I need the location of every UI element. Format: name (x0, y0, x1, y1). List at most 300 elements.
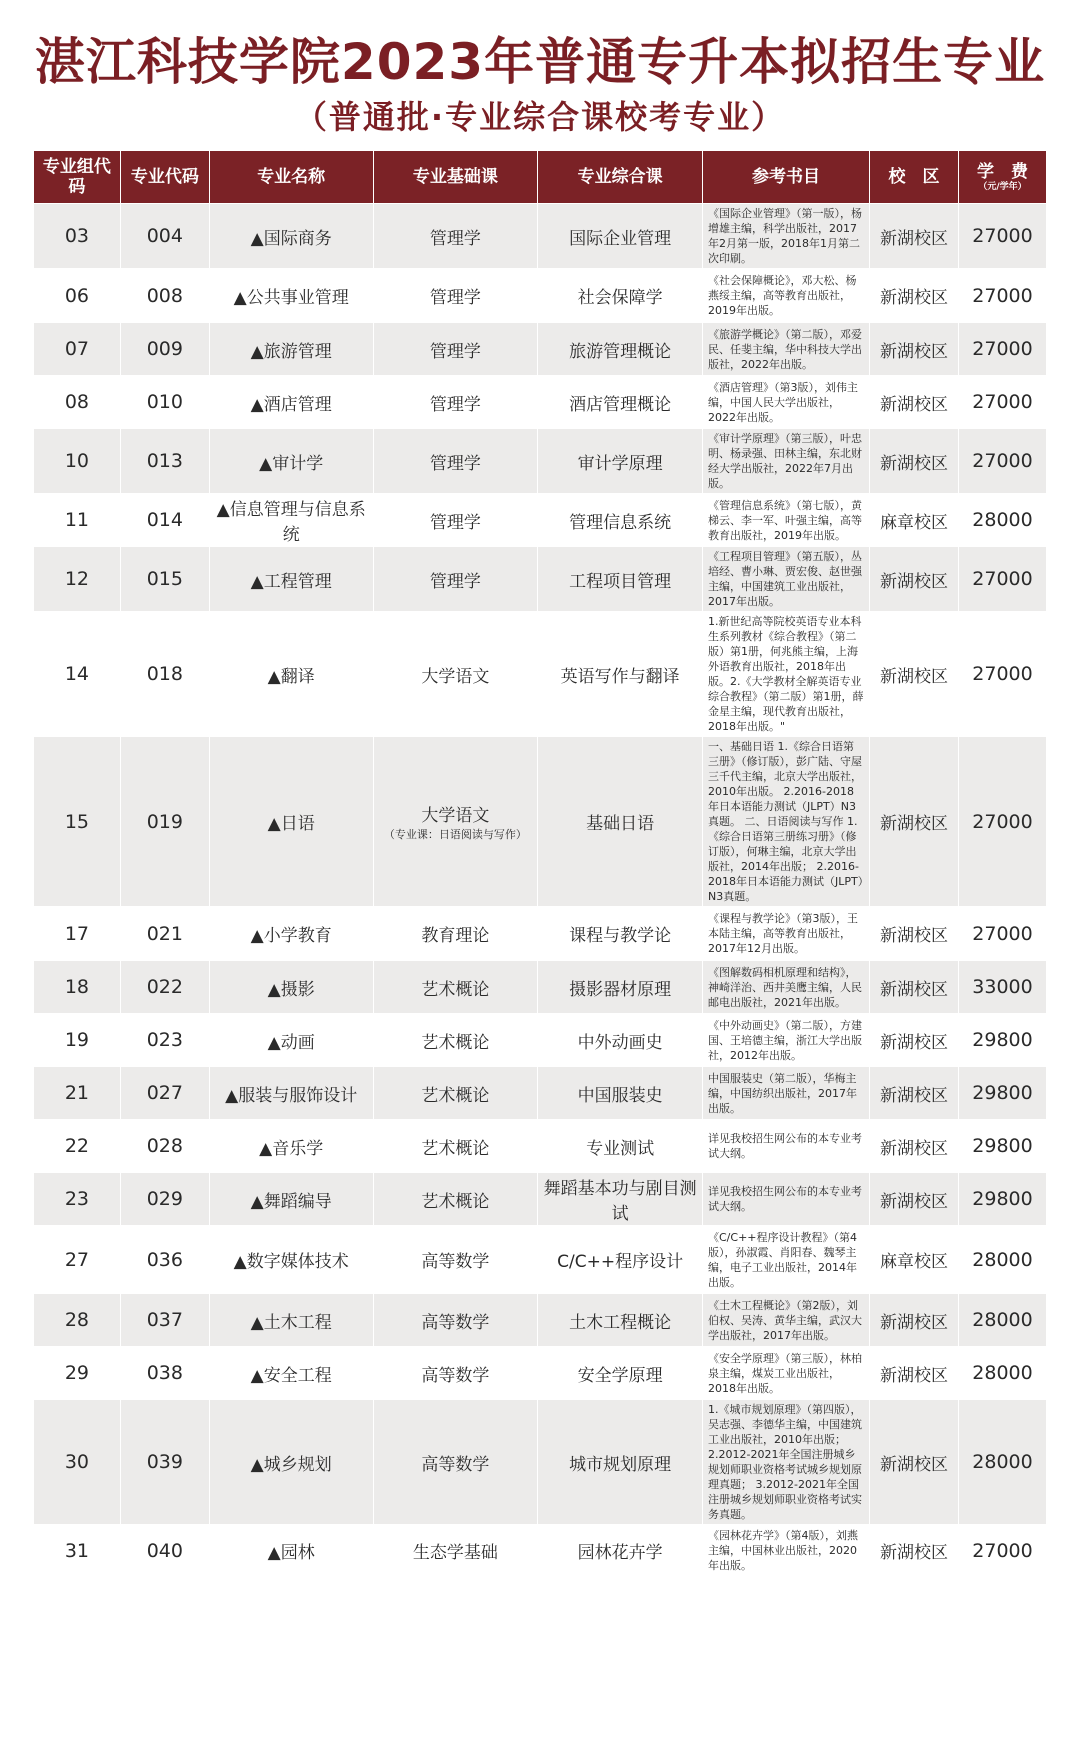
cell-fee-text: 27000 (972, 225, 1033, 247)
cell-comprehensive-course-text: 工程项目管理 (569, 571, 672, 592)
cell-comprehensive-course (538, 1067, 703, 1120)
header-fee-label: 学 费 (977, 161, 1028, 182)
cell-major-name (209, 1120, 373, 1173)
cell-comprehensive-course-text: 中国服装史 (577, 1085, 663, 1106)
cell-group-code-text: 30 (64, 1451, 89, 1473)
header-group-code: 专业组代码 (34, 151, 121, 204)
cell-campus (869, 1173, 958, 1226)
cell-campus-text: 新湖校区 (879, 453, 948, 474)
cell-comprehensive-course-text: 管理信息系统 (569, 512, 672, 533)
cell-base-course (373, 1347, 538, 1400)
cell-major-name (209, 1294, 373, 1347)
cell-major-code (120, 1120, 209, 1173)
cell-fee (959, 1173, 1047, 1226)
cell-comprehensive-course-text: 旅游管理概论 (569, 341, 672, 362)
cell-major-code (120, 429, 209, 494)
header-major-code: 专业代码 (120, 151, 209, 204)
cell-campus-text: 新湖校区 (879, 1138, 948, 1159)
cell-base-course (373, 429, 538, 494)
cell-major-code (120, 907, 209, 961)
cell-major-code (120, 269, 209, 323)
cell-major-code (120, 1294, 209, 1347)
cell-fee (959, 1014, 1047, 1067)
cell-campus-text: 麻章校区 (879, 1252, 948, 1272)
cell-base-course (373, 1120, 538, 1173)
cell-major-code (120, 376, 209, 429)
cell-major-code-text: 015 (146, 568, 183, 590)
cell-group-code-text: 31 (64, 1539, 89, 1562)
cell-fee (959, 961, 1047, 1014)
cell-base-course-text: 管理学 (429, 341, 481, 362)
cell-comprehensive-course (538, 612, 703, 737)
cell-comprehensive-course-text: 安全学原理 (577, 1365, 663, 1386)
cell-major-code (120, 612, 209, 737)
cell-group-code (34, 547, 121, 612)
cell-major-code-text: 022 (146, 976, 183, 998)
table-row (34, 907, 1047, 961)
cell-major-name (209, 269, 373, 323)
cell-reference-books (703, 494, 870, 547)
cell-comprehensive-course (538, 961, 703, 1014)
cell-major-name (209, 1400, 373, 1525)
cell-major-code (120, 1014, 209, 1067)
cell-comprehensive-course (538, 204, 703, 269)
cell-reference-books-text: 详见我校招生网公布的本专业考试大纲。 (708, 1132, 862, 1160)
cell-group-code (34, 961, 121, 1014)
cell-fee (959, 429, 1047, 494)
cell-base-course-text: 艺术概论 (421, 1085, 490, 1106)
cell-reference-books (703, 1120, 870, 1173)
cell-base-course (373, 1067, 538, 1120)
cell-campus-text: 新湖校区 (879, 394, 948, 415)
cell-group-code-text: 28 (64, 1309, 89, 1331)
cell-base-course (373, 1400, 538, 1525)
cell-comprehensive-course (538, 547, 703, 612)
cell-base-course-text: 教育理论 (421, 926, 490, 946)
cell-reference-books (703, 376, 870, 429)
cell-fee (959, 376, 1047, 429)
cell-campus (869, 204, 958, 269)
cell-fee-text: 27000 (972, 922, 1033, 945)
cell-reference-books (703, 1226, 870, 1294)
cell-major-code-text: 004 (146, 225, 183, 247)
cell-base-course (373, 1294, 538, 1347)
cell-major-code-text: 029 (146, 1188, 183, 1210)
cell-reference-books-text: 《旅游学概论》（第二版），邓爱民、任斐主编，华中科技大学出版社，2022年出版。 (708, 327, 862, 371)
cell-reference-books (703, 269, 870, 323)
cell-major-code-text: 008 (146, 284, 183, 307)
header-base-course: 专业基础课 (373, 151, 538, 204)
cell-group-code-text: 15 (64, 810, 89, 833)
cell-base-course-text: 大学语文 (421, 806, 490, 826)
cell-fee-text: 29800 (972, 1135, 1033, 1157)
cell-group-code-text: 08 (64, 391, 89, 413)
cell-group-code-text: 29 (64, 1362, 89, 1384)
cell-base-course (373, 547, 538, 612)
cell-major-name-text: ▲音乐学 (259, 1138, 324, 1159)
cell-base-course-text: 高等数学 (421, 1312, 490, 1333)
cell-fee-text: 27000 (972, 284, 1033, 307)
cell-group-code (34, 1226, 121, 1294)
cell-base-course-text: 艺术概论 (421, 1032, 490, 1053)
header-major-name: 专业名称 (209, 151, 373, 204)
cell-major-code (120, 1525, 209, 1577)
cell-comprehensive-course (538, 1014, 703, 1067)
cell-reference-books (703, 1014, 870, 1067)
cell-campus-text: 新湖校区 (879, 1454, 948, 1475)
cell-group-code-text: 14 (64, 663, 89, 685)
cell-reference-books (703, 1347, 870, 1400)
page-subtitle: （普通批·专业综合课校考专业） (294, 98, 786, 136)
cell-reference-books-text: 《课程与教学论》（第3版），王本陆主编，高等教育出版社，2017年12月出版。 (708, 912, 858, 955)
cell-comprehensive-course-text: 中外动画史 (577, 1032, 663, 1053)
cell-campus-text: 新湖校区 (879, 814, 948, 834)
cell-campus-text: 新湖校区 (879, 228, 948, 249)
cell-campus (869, 1226, 958, 1294)
cell-fee-text: 28000 (972, 1362, 1033, 1384)
cell-fee (959, 907, 1047, 961)
cell-base-course-text: 艺术概论 (421, 1138, 490, 1159)
table-header-row (34, 151, 1047, 204)
header-reference-books: 参考书目 (703, 151, 870, 204)
cell-group-code (34, 1067, 121, 1120)
cell-campus-text: 麻章校区 (879, 512, 948, 533)
cell-major-name (209, 612, 373, 737)
cell-comprehensive-course (538, 1347, 703, 1400)
cell-reference-books-text: 《管理信息系统》（第七版），黄梯云、李一军、叶强主编，高等教育出版社，2019年出版。 (708, 498, 862, 542)
cell-group-code (34, 1347, 121, 1400)
cell-fee (959, 1120, 1047, 1173)
cell-campus (869, 323, 958, 376)
cell-comprehensive-course-text: 专业测试 (586, 1138, 655, 1159)
cell-campus (869, 429, 958, 494)
cell-comprehensive-course (538, 1120, 703, 1173)
cell-reference-books (703, 204, 870, 269)
cell-campus (869, 961, 958, 1014)
cell-fee (959, 494, 1047, 547)
cell-campus (869, 1067, 958, 1120)
table-body (34, 204, 1047, 1577)
cell-fee (959, 547, 1047, 612)
cell-comprehensive-course-text: 酒店管理概论 (569, 394, 672, 415)
cell-base-course-text: 艺术概论 (421, 979, 490, 1000)
cell-fee-text: 29800 (972, 1082, 1033, 1104)
cell-major-name (209, 204, 373, 269)
cell-base-course-text: 管理学 (429, 512, 481, 533)
cell-reference-books-text: 中国服装史（第二版），华梅主编，中国纺织出版社，2017年出版。 (708, 1071, 857, 1115)
cell-campus-text: 新湖校区 (879, 341, 948, 362)
cell-base-course (373, 494, 538, 547)
cell-reference-books (703, 547, 870, 612)
header-comprehensive-course: 专业综合课 (538, 151, 703, 204)
cell-group-code-text: 21 (64, 1082, 89, 1104)
cell-reference-books-text: 《社会保障概论》，邓大松、杨燕绥主编，高等教育出版社，2019年出版。 (708, 274, 857, 317)
cell-major-name-text: ▲服装与服饰设计 (225, 1085, 358, 1106)
cell-group-code (34, 323, 121, 376)
cell-fee (959, 1347, 1047, 1400)
cell-major-code-text: 013 (146, 450, 183, 472)
cell-major-name (209, 961, 373, 1014)
cell-comprehensive-course (538, 1226, 703, 1294)
cell-comprehensive-course (538, 494, 703, 547)
cell-comprehensive-course (538, 1294, 703, 1347)
cell-comprehensive-course-text: 土木工程概论 (569, 1312, 672, 1333)
cell-major-name (209, 494, 373, 547)
cell-comprehensive-course (538, 907, 703, 961)
cell-major-code (120, 1347, 209, 1400)
cell-comprehensive-course-text: 审计学原理 (577, 453, 663, 474)
cell-reference-books (703, 429, 870, 494)
cell-campus-text: 新湖校区 (879, 1191, 948, 1212)
cell-major-code-text: 009 (146, 338, 183, 360)
cell-major-name-text: ▲舞蹈编导 (250, 1191, 332, 1212)
cell-major-code-text: 037 (146, 1309, 183, 1331)
cell-major-name-text: ▲审计学 (259, 453, 324, 474)
cell-major-name (209, 1525, 373, 1577)
cell-major-code (120, 1400, 209, 1525)
table-row (34, 547, 1047, 612)
cell-major-name-text: ▲工程管理 (250, 571, 332, 592)
header-fee (959, 151, 1047, 204)
table-row (34, 1400, 1047, 1525)
cell-reference-books-text: 《工程项目管理》（第五版），丛培经、曹小琳、贾宏俊、赵世强主编，中国建筑工业出版社，2017年出版。 (708, 550, 862, 608)
table-row (34, 1173, 1047, 1226)
cell-group-code-text: 06 (64, 284, 89, 307)
table-row (34, 1120, 1047, 1173)
table-row (34, 1226, 1047, 1294)
cell-comprehensive-course-text: C/C++程序设计 (557, 1252, 684, 1272)
cell-major-code (120, 961, 209, 1014)
cell-base-course-text: 高等数学 (421, 1252, 490, 1272)
cell-major-name (209, 737, 373, 907)
cell-campus-text: 新湖校区 (879, 1543, 948, 1563)
cell-major-name-text: ▲园林 (267, 1543, 315, 1563)
cell-reference-books-text: 一、基础日语 1.《综合日语第三册》（修订版），彭广陆、守屋三千代主编，北京大学出版社，2010年出版。 2.2016-2018年日本语能力测试（JLPT）N3真题。 二、日语阅读与写作 1.《综合日语第三册练习册》（修订版），何琳主编，北京大学出版社，2014年出版； 2.2016-2018年日本语能力测试（JLPT）N3真题。 (708, 740, 864, 903)
table-row (34, 494, 1047, 547)
cell-base-course-text: 管理学 (429, 288, 481, 308)
cell-major-code (120, 204, 209, 269)
cell-comprehensive-course-text: 摄影器材原理 (569, 979, 672, 1000)
table-row (34, 1347, 1047, 1400)
cell-reference-books-text: 《中外动画史》（第二版），方建国、王培德主编，浙江大学出版社，2012年出版。 (708, 1018, 862, 1062)
cell-campus-text: 新湖校区 (879, 1032, 948, 1053)
cell-major-name (209, 1226, 373, 1294)
cell-comprehensive-course (538, 1400, 703, 1525)
header-fee-unit: （元/学年） (978, 181, 1027, 192)
table-row (34, 1525, 1047, 1577)
cell-campus (869, 1525, 958, 1577)
cell-comprehensive-course-text: 国际企业管理 (569, 228, 672, 249)
cell-major-name-text: ▲信息管理与信息系统 (216, 500, 366, 545)
cell-group-code (34, 429, 121, 494)
cell-base-course-text: 管理学 (429, 571, 481, 592)
cell-base-course-text: 艺术概论 (421, 1191, 490, 1212)
cell-fee (959, 1525, 1047, 1577)
cell-base-course (373, 612, 538, 737)
cell-fee (959, 269, 1047, 323)
cell-comprehensive-course (538, 1173, 703, 1226)
cell-major-code (120, 1173, 209, 1226)
cell-major-code-text: 040 (146, 1539, 183, 1562)
cell-fee-text: 27000 (972, 1539, 1033, 1562)
table-row (34, 1067, 1047, 1120)
cell-comprehensive-course (538, 429, 703, 494)
cell-group-code-text: 12 (64, 568, 89, 590)
cell-major-name-text: ▲数字媒体技术 (233, 1252, 349, 1272)
cell-group-code-text: 07 (64, 338, 89, 360)
cell-major-code (120, 323, 209, 376)
cell-fee-text: 27000 (972, 338, 1033, 360)
cell-reference-books (703, 1173, 870, 1226)
cell-comprehensive-course (538, 1525, 703, 1577)
cell-reference-books-text: 详见我校招生网公布的本专业考试大纲。 (708, 1185, 862, 1213)
cell-reference-books (703, 961, 870, 1014)
cell-comprehensive-course (538, 376, 703, 429)
cell-group-code (34, 376, 121, 429)
cell-campus-text: 新湖校区 (879, 571, 948, 592)
cell-major-code-text: 014 (146, 509, 183, 531)
cell-fee-text: 29800 (972, 1188, 1033, 1210)
cell-campus (869, 1294, 958, 1347)
cell-base-course (373, 1226, 538, 1294)
table-row (34, 961, 1047, 1014)
cell-reference-books-text: 《C/C++程序设计教程》（第4版），孙淑霞、肖阳春、魏琴主编，电子工业出版社，2014年出版。 (708, 1230, 857, 1289)
cell-group-code (34, 907, 121, 961)
cell-base-course (373, 737, 538, 907)
cell-campus (869, 1120, 958, 1173)
cell-fee (959, 204, 1047, 269)
cell-comprehensive-course-text: 园林花卉学 (577, 1543, 663, 1563)
table-row (34, 323, 1047, 376)
table-row (34, 204, 1047, 269)
cell-major-name-text: ▲国际商务 (250, 228, 332, 249)
cell-reference-books-text: 1.新世纪高等院校英语专业本科生系列教材《综合教程》（第二版）第1册，何兆熊主编，上海外语教育出版社，2018年出版。2.《大学教材全解英语专业综合教程》（第二版）第1册，薛金星主编，现代教育出版社，2018年出版。" (708, 615, 864, 733)
cell-comprehensive-course-text: 基础日语 (586, 814, 655, 834)
cell-fee-text: 33000 (972, 976, 1033, 998)
cell-group-code (34, 1400, 121, 1525)
cell-base-course (373, 269, 538, 323)
cell-fee-text: 28000 (972, 1248, 1033, 1271)
cell-major-name (209, 1347, 373, 1400)
cell-major-name (209, 323, 373, 376)
cell-group-code (34, 204, 121, 269)
cell-base-course (373, 376, 538, 429)
cell-base-course-text: 管理学 (429, 453, 481, 474)
cell-campus (869, 1400, 958, 1525)
cell-base-course-text: 高等数学 (421, 1454, 490, 1475)
cell-reference-books (703, 1400, 870, 1525)
cell-major-code (120, 547, 209, 612)
cell-group-code-text: 23 (64, 1188, 89, 1210)
cell-campus (869, 1347, 958, 1400)
cell-campus-text: 新湖校区 (879, 926, 948, 946)
cell-base-course-text: 管理学 (429, 394, 481, 415)
table-row (34, 269, 1047, 323)
cell-major-name-text: ▲翻译 (267, 666, 315, 687)
cell-comprehensive-course-text: 英语写作与翻译 (560, 666, 680, 687)
cell-campus-text: 新湖校区 (879, 1365, 948, 1386)
cell-comprehensive-course-text: 课程与教学论 (569, 926, 672, 946)
cell-group-code (34, 1173, 121, 1226)
page-title: 湛江科技学院2023年普通专升本拟招生专业 (34, 33, 1046, 91)
cell-campus (869, 612, 958, 737)
cell-base-course (373, 1014, 538, 1067)
cell-group-code-text: 17 (64, 922, 89, 945)
cell-fee-text: 27000 (972, 663, 1033, 685)
cell-group-code-text: 18 (64, 976, 89, 998)
cell-reference-books-text: 《酒店管理》（第3版），刘伟主编，中国人民大学出版社，2022年出版。 (708, 380, 858, 424)
table-row (34, 376, 1047, 429)
cell-reference-books-text: 《园林花卉学》（第4版），刘燕主编，中国林业出版社，2020年出版。 (708, 1529, 858, 1572)
cell-reference-books (703, 612, 870, 737)
cell-major-code-text: 019 (146, 810, 183, 833)
cell-comprehensive-course (538, 737, 703, 907)
cell-base-course-text: 生态学基础 (412, 1543, 498, 1563)
cell-reference-books (703, 907, 870, 961)
cell-major-name-text: ▲日语 (267, 814, 315, 834)
table-row (34, 429, 1047, 494)
cell-major-name (209, 429, 373, 494)
cell-reference-books (703, 323, 870, 376)
cell-base-course-text: 管理学 (429, 228, 481, 249)
cell-reference-books (703, 1525, 870, 1577)
cell-fee (959, 1400, 1047, 1525)
cell-campus-text: 新湖校区 (879, 288, 948, 308)
cell-major-name (209, 376, 373, 429)
cell-campus (869, 737, 958, 907)
cell-major-code-text: 036 (146, 1248, 183, 1271)
cell-fee (959, 323, 1047, 376)
cell-base-course (373, 1173, 538, 1226)
cell-group-code (34, 1294, 121, 1347)
cell-reference-books-text: 《土木工程概论》（第2版），刘伯权、吴涛、黄华主编，武汉大学出版社，2017年出版。 (708, 1298, 862, 1342)
cell-comprehensive-course (538, 269, 703, 323)
cell-group-code (34, 269, 121, 323)
cell-reference-books (703, 737, 870, 907)
cell-major-code (120, 494, 209, 547)
cell-major-name-text: ▲动画 (267, 1032, 315, 1053)
cell-major-name-text: ▲摄影 (267, 979, 315, 1000)
cell-comprehensive-course-text: 舞蹈基本功与剧目测试 (543, 1179, 697, 1224)
cell-fee-text: 27000 (972, 450, 1033, 472)
cell-major-code-text: 018 (146, 663, 183, 685)
cell-group-code-text: 03 (64, 225, 89, 247)
cell-major-name-text: ▲旅游管理 (250, 341, 332, 362)
cell-group-code (34, 1120, 121, 1173)
cell-major-code-text: 038 (146, 1362, 183, 1384)
cell-base-course (373, 204, 538, 269)
cell-group-code-text: 10 (64, 450, 89, 472)
cell-major-name-text: ▲公共事业管理 (233, 288, 349, 308)
cell-fee (959, 1226, 1047, 1294)
cell-base-course-text: 大学语文 (421, 666, 490, 687)
cell-reference-books (703, 1294, 870, 1347)
cell-major-code-text: 027 (146, 1082, 183, 1104)
cell-base-course (373, 323, 538, 376)
cell-group-code-text: 19 (64, 1029, 89, 1051)
cell-group-code (34, 737, 121, 907)
cell-base-course (373, 1525, 538, 1577)
cell-campus (869, 1014, 958, 1067)
cell-major-code-text: 023 (146, 1029, 183, 1051)
table-row (34, 1294, 1047, 1347)
cell-fee-text: 29800 (972, 1029, 1033, 1051)
cell-major-code (120, 1226, 209, 1294)
cell-major-name (209, 907, 373, 961)
cell-reference-books-text: 《审计学原理》（第三版），叶忠明、杨录强、田林主编，东北财经大学出版社，2022年7月出版。 (708, 432, 862, 490)
cell-major-name-text: ▲城乡规划 (250, 1454, 332, 1475)
cell-major-code-text: 010 (146, 391, 183, 413)
